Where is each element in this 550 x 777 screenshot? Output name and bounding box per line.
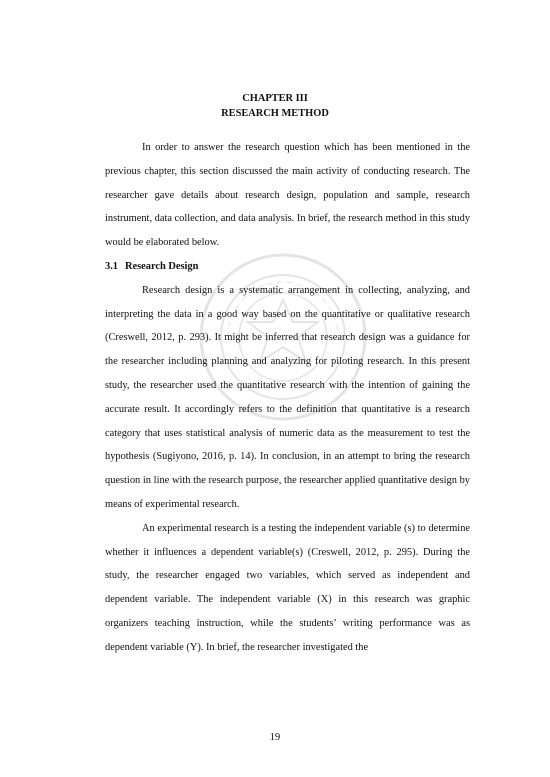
research-design-paragraph-2: An experimental research is a testing the independent variable (s) to determine whether it influences a dependent variable(s) (Creswell, 2012, p. 295). During the study, the researcher engaged two variables, which served as independent and dependent variable. The independent variable (X) in this research was graphic organizers teaching instruction, while the students’ writing performance was as dependent variable (Y). In brief, the researcher investigated the bbox=[105, 522, 470, 653]
section-title: Research Design bbox=[125, 260, 199, 272]
chapter-number: CHAPTER III bbox=[242, 93, 308, 104]
chapter-title: RESEARCH METHOD bbox=[221, 108, 329, 119]
page-number: 19 bbox=[269, 732, 281, 743]
intro-paragraph: In order to answer the research question which has been mentioned in the previous chapter, this section discussed the main activity of conducting research. The researcher gave details about research design, population and sample, research instrument, data collection, and data analysis. In brief, the research method in this study would be elaborated below. bbox=[105, 142, 471, 249]
section-heading bbox=[105, 255, 470, 279]
research-design-paragraph-1: Research design is a systematic arrangement in collecting, analyzing, and interpreting the data in a good way based on the quantitative or qualitative research (Creswell, 2012, p. 293). It might be inferred that research design was a guidance for the researcher including planning and analyzing for piloting research. In this present study, the researcher used the quantitative research with the intention of gaining the accurate result. It accordingly refers to the definition that quantitative is a research category that uses statistical analysis of numeric data as the measurement to test the hypothesis (Sugiyono, 2016, p. 14). In conclusion, in an attempt to bring the research question in line with the research purpose, the researcher applied quantitative design by means of experimental research. bbox=[105, 284, 470, 510]
section-number: 3.1 bbox=[105, 260, 118, 272]
document-body bbox=[105, 136, 470, 660]
